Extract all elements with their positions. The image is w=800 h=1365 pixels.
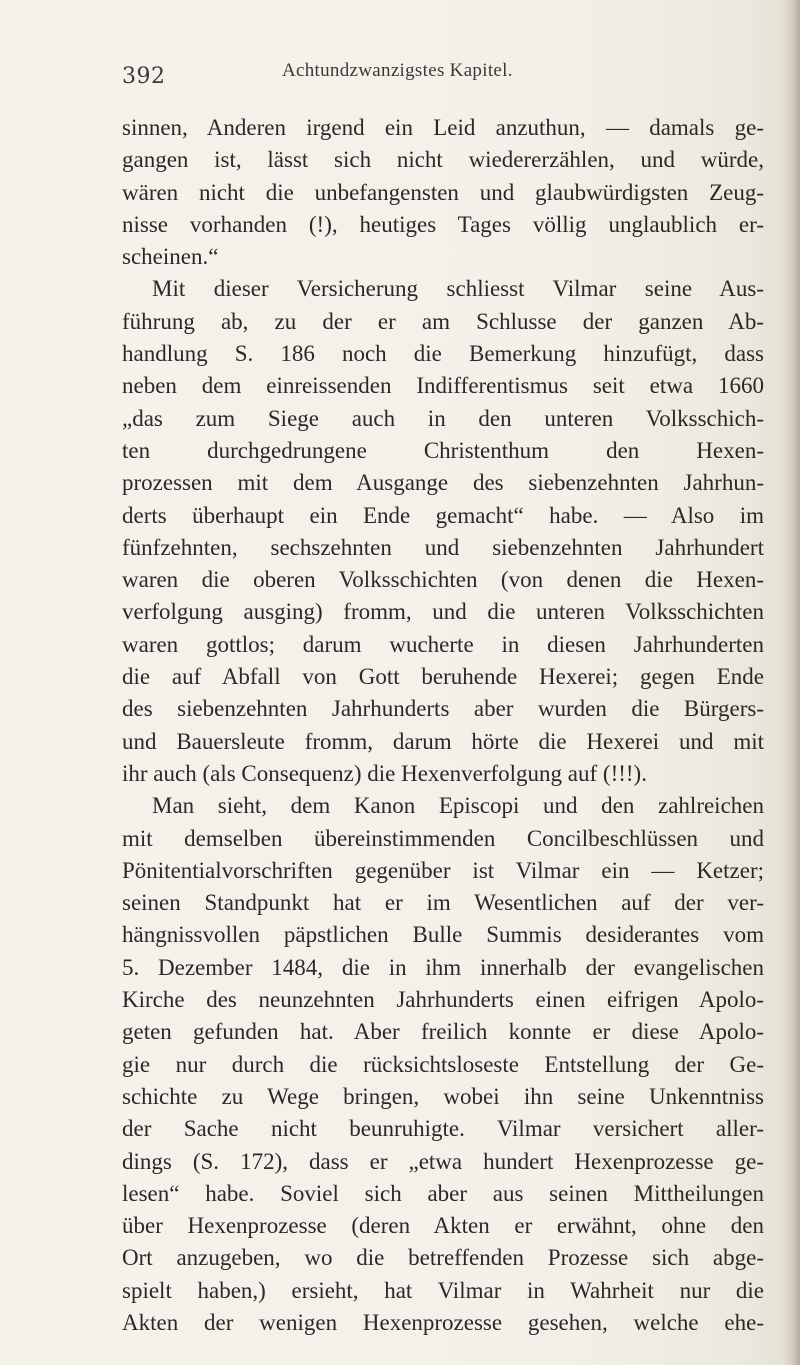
text-line: ten durchgedrungene Christenthum den Hexen- bbox=[122, 437, 764, 463]
text-line: schichte zu Wege bringen, wobei ihn seine Unkenntniss bbox=[122, 1083, 764, 1109]
text-line: des siebenzehnten Jahrhunderts aber wurden die Bürgers- bbox=[122, 696, 764, 722]
text-line: Pönitentialvorschriften gegenüber ist Vilmar ein — Ketzer; bbox=[122, 857, 764, 883]
running-head: Achtundzwanzigstes Kapitel. bbox=[282, 60, 513, 81]
text-line: lesen“ habe. Soviel sich aber aus seinen Mittheilungen bbox=[122, 1180, 764, 1206]
text-line: sinnen, Anderen irgend ein Leid anzuthun, — damals ge- bbox=[122, 115, 764, 140]
text-line: nisse vorhanden (!), heutiges Tages völlig unglaublich er- bbox=[122, 211, 764, 237]
text-line: Kirche des neunzehnten Jahrhunderts einen eifrigen Apolo- bbox=[122, 987, 764, 1013]
text-line: führung ab, zu der er am Schlusse der ganzen Ab- bbox=[122, 308, 764, 334]
text-line: Man sieht, dem Kanon Episcopi und den zahlreichen bbox=[152, 793, 764, 819]
text-line: Mit dieser Versicherung schliesst Vilmar seine Aus- bbox=[152, 276, 764, 302]
text-line: „das zum Siege auch in den unteren Volksschich- bbox=[122, 405, 764, 431]
text-line: die auf Abfall von Gott beruhende Hexerei; gegen Ende bbox=[122, 664, 764, 690]
text-line: neben dem einreissenden Indifferentismus seit etwa 1660 bbox=[122, 373, 764, 399]
text-line: über Hexenprozesse (deren Akten er erwähnt, ohne den bbox=[122, 1213, 764, 1239]
text-line: scheinen.“ bbox=[122, 244, 219, 270]
text-line: wären nicht die unbefangensten und glaubwürdigsten Zeug- bbox=[122, 179, 764, 205]
text-line: gangen ist, lässt sich nicht wiedererzählen, und würde, bbox=[122, 147, 764, 173]
page-header bbox=[122, 60, 762, 90]
body-text bbox=[122, 112, 764, 1339]
page-edge-shadow bbox=[782, 0, 800, 1365]
text-line: geten gefunden hat. Aber freilich konnte er diese Apolo- bbox=[122, 1019, 764, 1045]
text-line: Akten der wenigen Hexenprozesse gesehen, welche ehe- bbox=[122, 1309, 764, 1335]
text-line: prozessen mit dem Ausgange des siebenzehnten Jahrhun- bbox=[122, 470, 764, 496]
text-line: hängnissvollen päpstlichen Bulle Summis desiderantes vom bbox=[122, 922, 764, 948]
text-line: waren gottlos; darum wucherte in diesen Jahrhunderten bbox=[122, 631, 764, 657]
text-line: und Bauersleute fromm, darum hörte die Hexerei und mit bbox=[122, 728, 764, 754]
text-line: der Sache nicht beunruhigte. Vilmar versichert aller- bbox=[122, 1116, 764, 1142]
page-number: 392 bbox=[122, 64, 166, 89]
text-line: 5. Dezember 1484, die in ihm innerhalb der evangelischen bbox=[122, 954, 764, 980]
text-line: waren die oberen Volksschichten (von denen die Hexen- bbox=[122, 567, 764, 593]
text-line: mit demselben übereinstimmenden Concilbeschlüssen und bbox=[122, 825, 764, 851]
text-line: dings (S. 172), dass er „etwa hundert Hexenprozesse ge- bbox=[122, 1148, 764, 1174]
text-line: fünfzehnten, sechszehnten und siebenzehnten Jahrhundert bbox=[122, 534, 764, 560]
text-line: Ort anzugeben, wo die betreffenden Prozesse sich abge- bbox=[122, 1245, 764, 1271]
text-line: gie nur durch die rücksichtsloseste Entstellung der Ge- bbox=[122, 1051, 764, 1077]
text-line: spielt haben,) ersieht, hat Vilmar in Wahrheit nur die bbox=[122, 1277, 764, 1303]
text-line: seinen Standpunkt hat er im Wesentlichen auf der ver- bbox=[122, 890, 764, 916]
text-line: handlung S. 186 noch die Bemerkung hinzufügt, dass bbox=[122, 341, 764, 367]
text-line: verfolgung ausging) fromm, und die unteren Volksschichten bbox=[122, 599, 764, 625]
text-line: derts überhaupt ein Ende gemacht“ habe. — Also im bbox=[122, 502, 764, 528]
text-line: ihr auch (als Consequenz) die Hexenverfolgung auf (!!!). bbox=[122, 760, 647, 786]
